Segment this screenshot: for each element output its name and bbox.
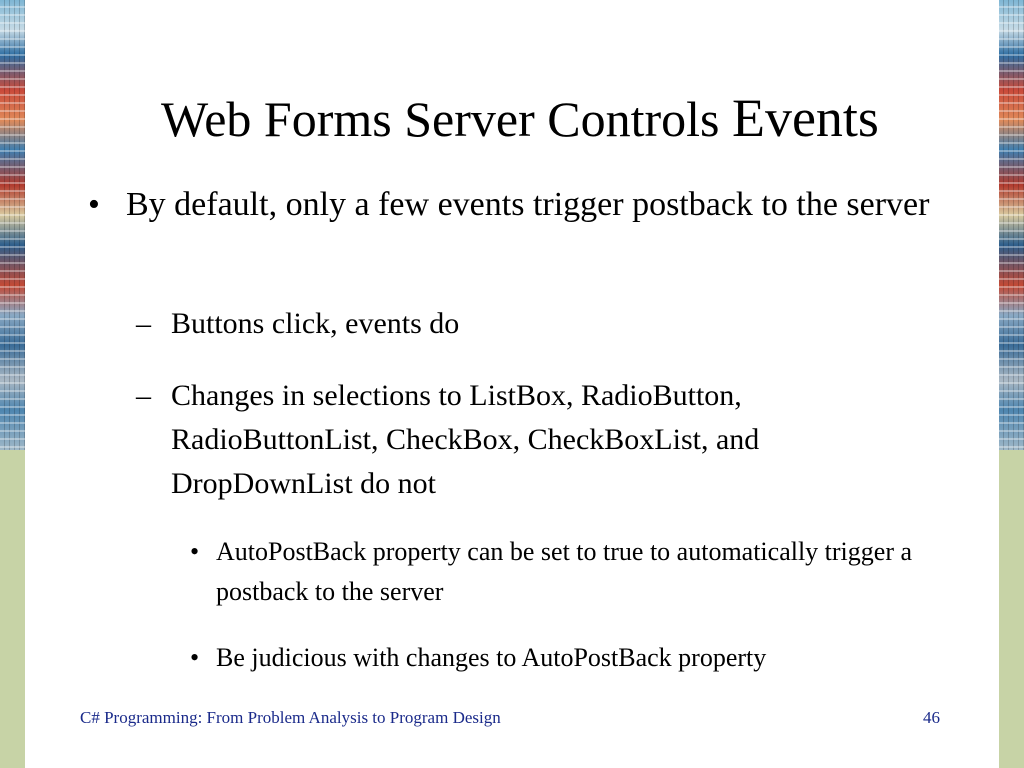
bullet-text-level3-a: AutoPostBack property can be set to true to automatically trigger a postback to the server	[216, 537, 913, 606]
slide: Web Forms Server Controls Events • By default, only a few events trigger postback to the server – Buttons click, events do – Changes in selections to ListBox, RadioButton, RadioButtonList, CheckBox, CheckBoxList, and DropDownList do not • AutoPostBack property can be set to true to automatically trigger a postback to the server • Be judicious with changes to AutoPostBack property C# Programming: From Problem Analysis to Program Design 46	[0, 0, 1024, 768]
left-strip-green-band	[0, 450, 25, 768]
footer-course-title: C# Programming: From Problem Analysis to Program Design	[80, 708, 501, 727]
right-decorative-strip	[999, 0, 1024, 768]
left-decorative-strip	[0, 0, 25, 768]
bullet-text-level2-b: Changes in selections to ListBox, RadioButton, RadioButtonList, CheckBox, CheckBoxList, and DropDownList do not	[171, 379, 760, 500]
right-strip-photo	[999, 0, 1024, 450]
footer-page-number: 46	[923, 708, 940, 727]
slide-title	[60, 88, 980, 149]
left-strip-photo	[0, 0, 25, 450]
right-strip-green-band	[999, 450, 1024, 768]
slide-title-emphasis: Events	[731, 88, 879, 148]
bullet-text-level2-a: Buttons click, events do	[171, 307, 460, 340]
bullet-text-level3-b: Be judicious with changes to AutoPostBack property	[216, 643, 767, 672]
bullet-text-level1: By default, only a few events trigger postback to the server	[126, 186, 930, 223]
slide-title-main: Web Forms Server Controls	[161, 91, 720, 147]
